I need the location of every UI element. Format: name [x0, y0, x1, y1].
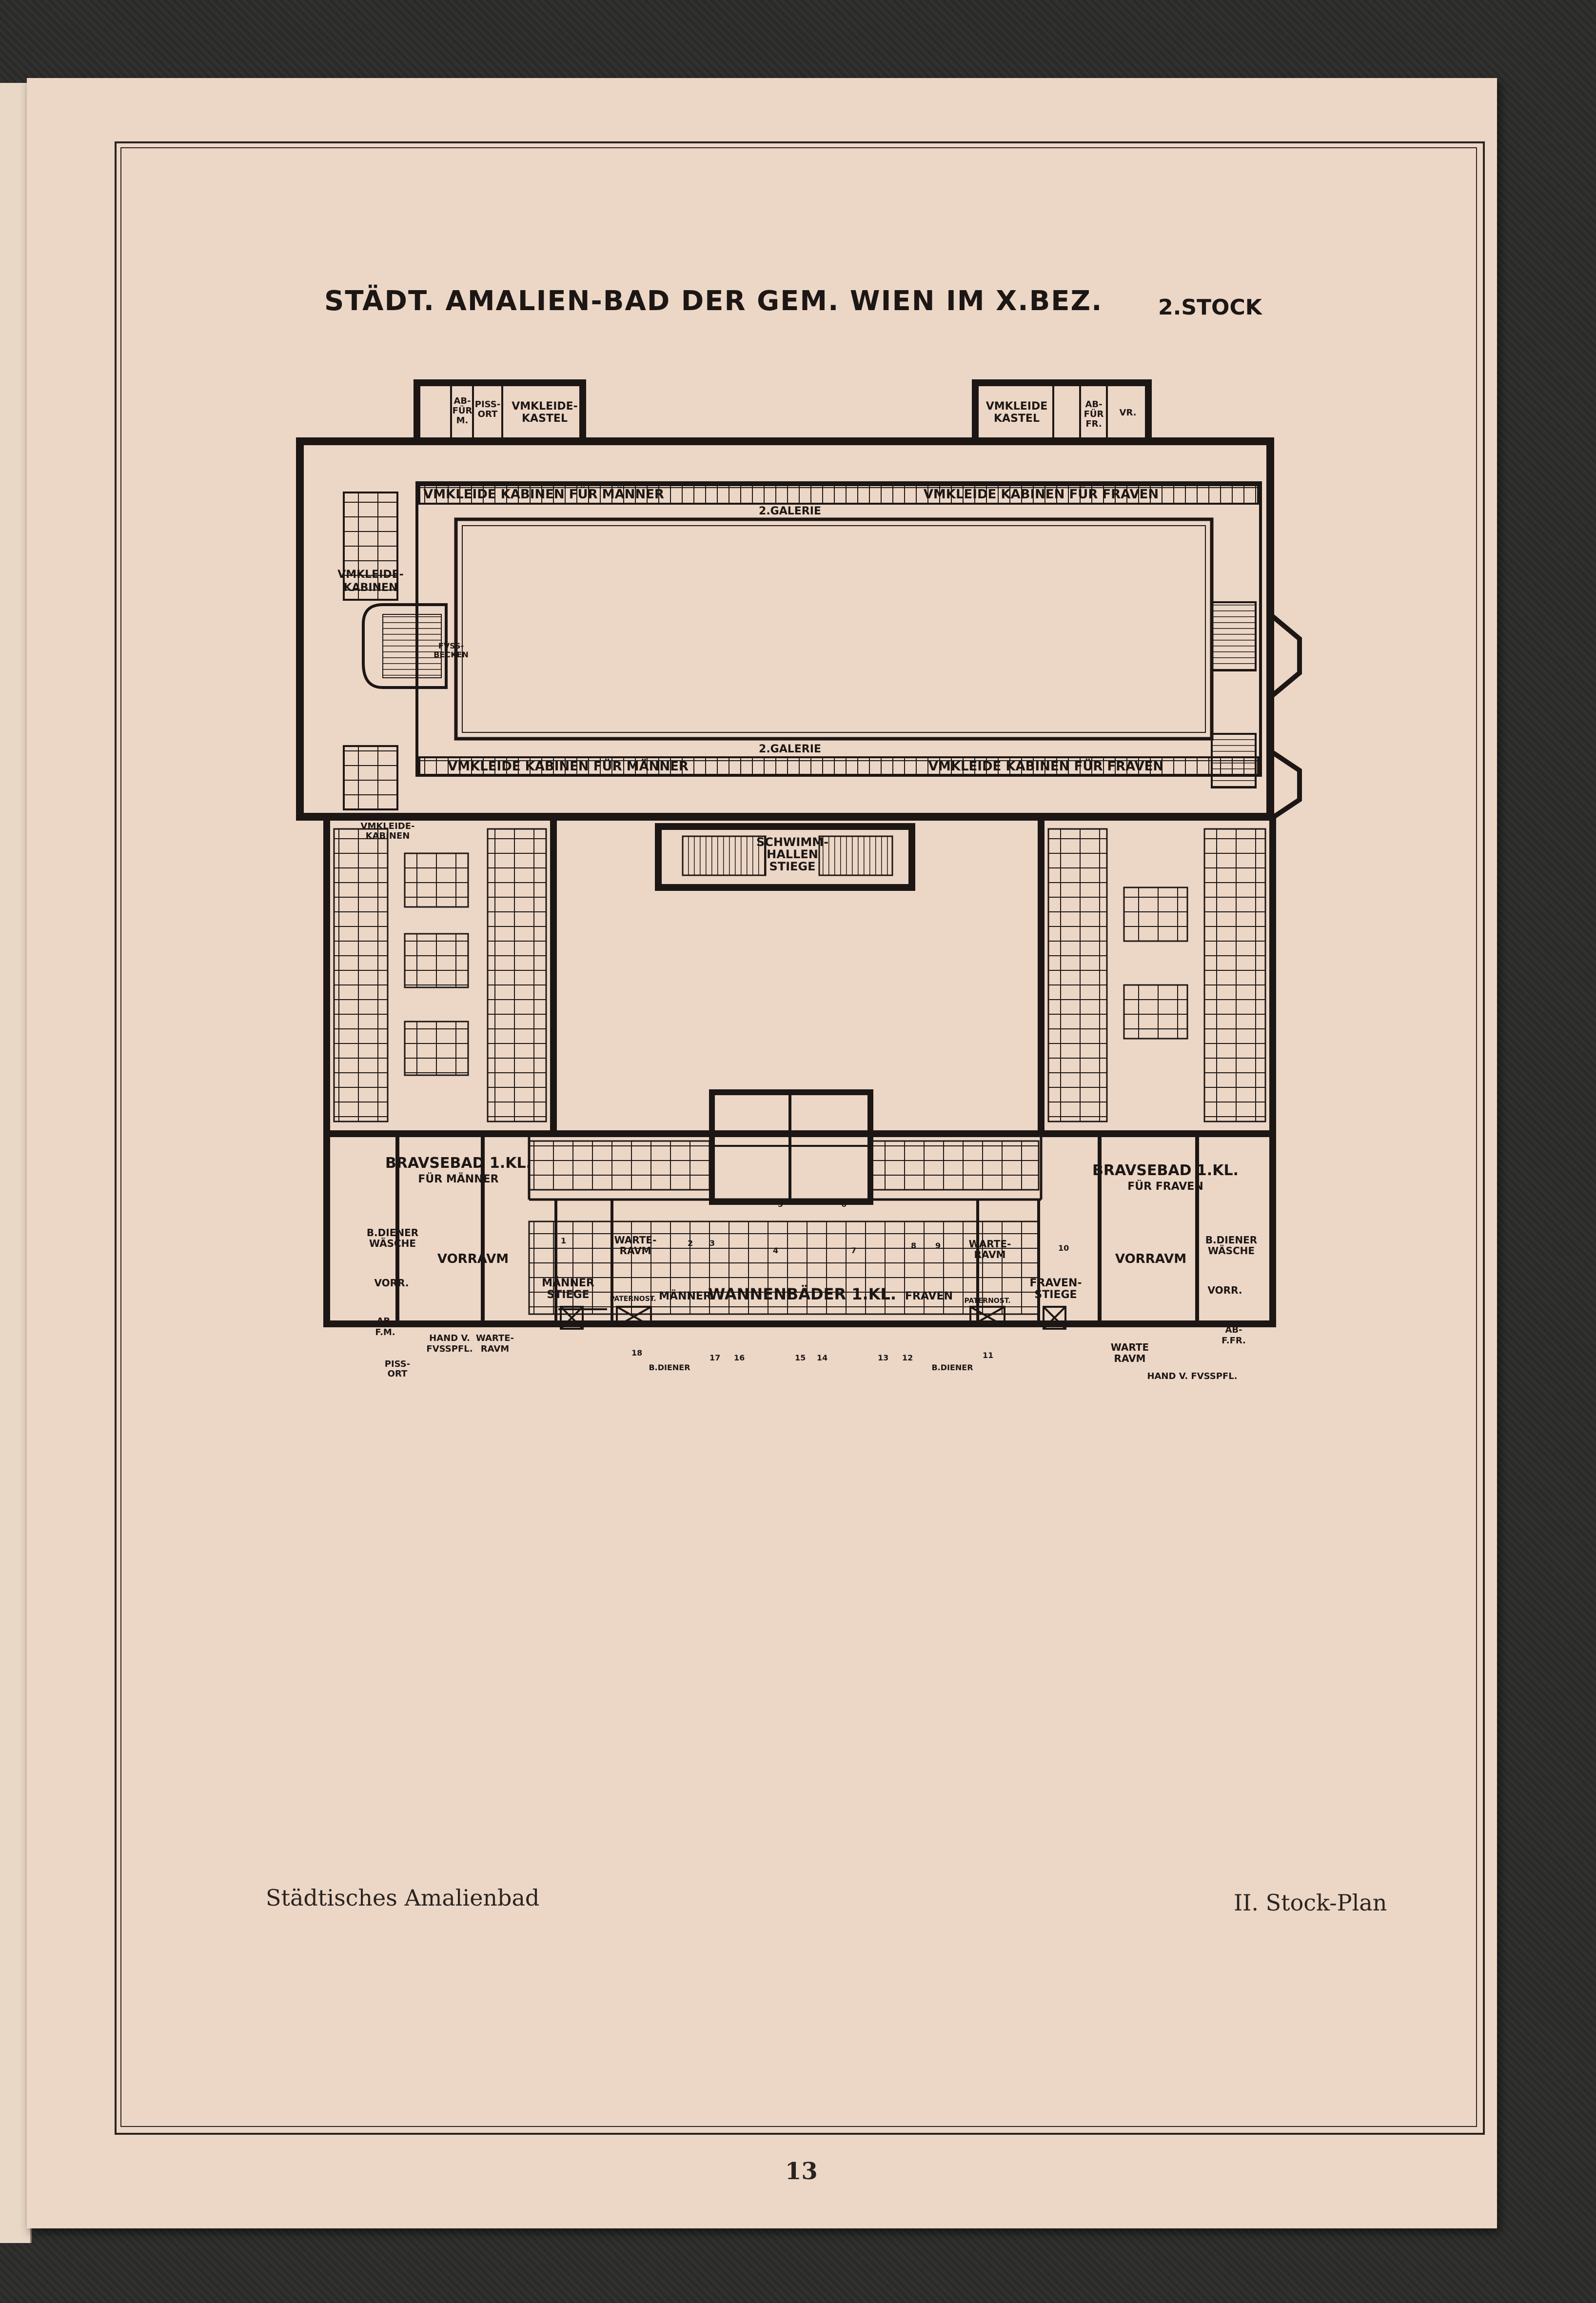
room-number: 12 [902, 1353, 913, 1362]
bay-window-2 [1270, 751, 1300, 819]
label-wannenbaeder: WANNENBÄDER 1.KL. [708, 1285, 896, 1303]
pool-inner-line [462, 526, 1205, 732]
label-ab-fuer-fr-3: FR. [1085, 419, 1102, 429]
room-number: 10 [1058, 1243, 1069, 1253]
label-wannenbaeder-maenner: MÄNNER [659, 1290, 711, 1302]
label-galerie-bottom: 2.GALERIE [759, 743, 821, 755]
cabins-left-bottom [344, 746, 397, 809]
label-pissoir-top-2: ORT [477, 409, 498, 419]
label-brausebad-f-2: FÜR FRAVEN [1127, 1181, 1203, 1193]
label-paternost-l: PATERNOST. [610, 1295, 656, 1303]
label-bdiener-waesche-l-2: WÄSCHE [369, 1238, 416, 1249]
label-ab-fuer-fr: AB- [1085, 399, 1103, 410]
label-bdiener-waesche-l: B.DIENER [366, 1227, 419, 1239]
label-bdiener-l: B.DIENER [649, 1363, 690, 1372]
label-umkleide-left-top-2: KABINEN [343, 582, 398, 594]
label-ab-fm-2: F.M. [375, 1327, 395, 1338]
room-number: 6 [841, 1200, 847, 1209]
label-vorr-l: VORR. [374, 1277, 409, 1289]
room-number: 13 [878, 1353, 889, 1362]
room-number: 2 [688, 1239, 693, 1248]
label-umkleide-left-bottom: VMKLEIDE- [360, 821, 415, 831]
room-number: 15 [795, 1353, 806, 1362]
caption-left: Städtisches Amalienbad [266, 1885, 540, 1911]
book-page [27, 78, 1497, 2228]
room-number: 1 [561, 1236, 567, 1245]
label-ab-fuer-fr-2: FÜR [1084, 409, 1104, 419]
swimming-pool [456, 519, 1212, 739]
label-warteraum-r: WARTE [1110, 1341, 1149, 1353]
label-frauen-stiege-2: STIEGE [1034, 1289, 1077, 1301]
label-umkleidekastel-right: VMKLEIDE [985, 400, 1048, 413]
label-maenner-stiege-2: STIEGE [547, 1289, 590, 1301]
label-paternost-r: PATERNOST. [964, 1297, 1011, 1305]
label-maenner-stiege: MÄNNER [542, 1277, 594, 1289]
label-schwimmhallen: SCHWIMM- [756, 835, 829, 849]
label-warteraum-l-2: RAVM [480, 1344, 510, 1354]
label-ab-fuer-m-3: M. [456, 415, 469, 426]
label-schwimmhallen-2: HALLEN [767, 847, 818, 861]
label-hand-fuss-r: HAND V. FVSSPFL. [1147, 1371, 1238, 1381]
label-umkleide-left-bottom-2: KABINEN [365, 831, 410, 841]
label-pissoir-top: PISS- [474, 399, 501, 410]
label-bdiener-waesche-r: B.DIENER [1205, 1234, 1258, 1246]
page-number: 13 [785, 2158, 818, 2185]
room-number: 18 [631, 1348, 643, 1358]
label-warteraum-c1: WARTE- [614, 1234, 657, 1246]
caption-right: II. Stock-Plan [1234, 1890, 1387, 1916]
bay-window-1 [1270, 614, 1300, 697]
label-ab-fuer-m-2: FÜR [452, 406, 473, 416]
room-number: 7 [851, 1246, 857, 1255]
floor-label: 2.STOCK [1158, 295, 1262, 320]
room-number: 17 [709, 1353, 721, 1362]
room-number: 14 [817, 1353, 828, 1362]
plan-title: STÄDT. AMALIEN-BAD DER GEM. WIEN IM X.BEZ. [324, 285, 1103, 317]
label-umkleidekastel-right-2: KASTEL [994, 413, 1040, 425]
label-kabinen-frauen-bottom: VMKLEIDE KABINEN FÜR FRAVEN [928, 759, 1164, 774]
room-number: 8 [911, 1241, 917, 1250]
label-vorraum-r: VORRAVM [1115, 1252, 1187, 1266]
room-number: 5 [778, 1200, 784, 1209]
label-vorr-r: VORR. [1207, 1284, 1242, 1296]
label-warteraum-c2: WARTE- [968, 1238, 1011, 1250]
label-pissoir-bottom-2: ORT [387, 1369, 408, 1379]
label-hand-fuss-l: HAND V. [429, 1333, 470, 1343]
label-brausebad-m: BRAVSEBAD 1.KL. [385, 1155, 532, 1172]
label-bdiener-waesche-r-2: WÄSCHE [1207, 1245, 1255, 1257]
label-hand-fuss-l-2: FVSSPFL. [426, 1344, 473, 1354]
label-bdiener-r: B.DIENER [931, 1363, 973, 1372]
label-ab-fuer-m: AB- [453, 396, 471, 406]
label-brausebad-m-2: FÜR MÄNNER [418, 1173, 499, 1185]
label-vorraum-l: VORRAVM [437, 1252, 509, 1266]
label-fussbecken-2: BECKEN [433, 650, 469, 659]
room-number: 16 [734, 1353, 745, 1362]
label-umkleidekastel-left: VMKLEIDE- [512, 400, 578, 413]
label-frauen-stiege: FRAVEN- [1029, 1277, 1082, 1289]
label-kabinen-maenner-top: VMKLEIDE KABINEN FÜR MÄNNER [423, 487, 664, 502]
room-number: 3 [709, 1239, 715, 1248]
label-kabinen-frauen-top: VMKLEIDE KABINEN FÜR FRAVEN [923, 487, 1159, 502]
label-pissoir-bottom: PISS- [384, 1359, 411, 1369]
label-ab-ffr: AB- [1225, 1325, 1242, 1335]
label-warteraum-c1-2: RAVM [619, 1245, 651, 1257]
label-umkleidekastel-left-2: KASTEL [522, 413, 568, 425]
label-wannenbaeder-frauen: FRAVEN [905, 1290, 953, 1302]
label-warteraum-r-2: RAVM [1114, 1353, 1146, 1364]
room-number: 4 [773, 1246, 779, 1255]
label-fussbecken: FVSS- [438, 641, 464, 650]
label-warteraum-l: WARTE- [475, 1333, 514, 1343]
room-number: 11 [983, 1351, 994, 1360]
label-warteraum-c2-2: RAVM [974, 1249, 1006, 1260]
label-umkleide-left-top: VMKLEIDE- [337, 569, 404, 581]
label-kabinen-maenner-bottom: VMKLEIDE KABINEN FÜR MÄNNER [448, 759, 689, 774]
right-stair-bottom [1212, 734, 1256, 787]
label-ab-fm: AB- [376, 1316, 394, 1326]
hall-inner-wall [417, 483, 1261, 775]
label-ab-ffr-2: F.FR. [1222, 1336, 1246, 1346]
label-galerie-top: 2.GALERIE [759, 505, 821, 517]
room-number: 9 [935, 1241, 941, 1250]
label-brausebad-f: BRAVSEBAD 1.KL. [1092, 1162, 1239, 1179]
label-schwimmhallen-3: STIEGE [769, 860, 816, 873]
label-vr: VR. [1119, 408, 1137, 418]
right-stair-top [1212, 602, 1256, 670]
